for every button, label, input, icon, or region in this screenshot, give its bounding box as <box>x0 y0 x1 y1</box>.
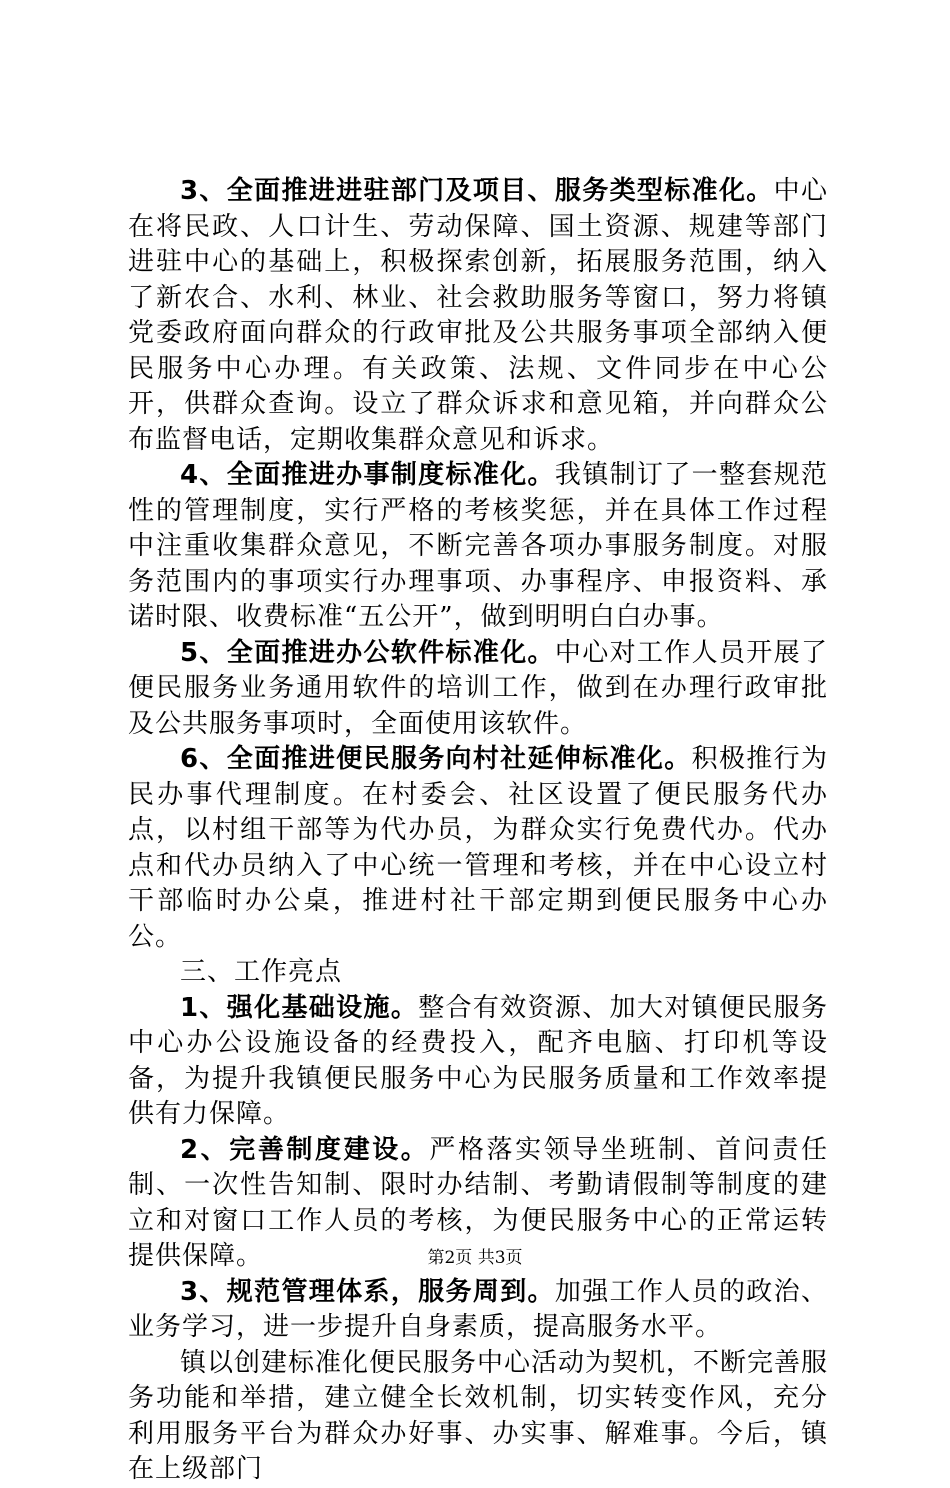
document-body <box>128 174 828 1488</box>
paragraph-text: 镇以创建标准化便民服务中心活动为契机，不断完善服务功能和举措，建立健全长效机制，切实转变作风，充分利用服务平台为群众办好事、办实事、解难事。今后，镇在上级部门 <box>128 1347 829 1484</box>
paragraph-text: 整合有效资源、加大对镇便民服务中心办公设施设备的经费投入，配齐电脑、打印机等设备，为提升我镇便民服务中心为民服务质量和工作效率提供有力保障。 <box>128 992 828 1129</box>
paragraph-text: 三、工作亮点 <box>180 957 343 987</box>
paragraph-heading: 4、全面推进办事制度标准化。 <box>180 460 555 490</box>
paragraph-heading: 3、全面推进进驻部门及项目、服务类型标准化。 <box>180 176 774 206</box>
paragraph-heading: 6、全面推进便民服务向村社延伸标准化。 <box>180 744 692 774</box>
paragraph-4 <box>128 742 828 955</box>
paragraph-text: 积极推行为民办事代理制度。在村委会、社区设置了便民服务代办点，以村组干部等为代办员，为群众实行免费代办。代办点和代办员纳入了中心统一管理和考核，并在中心设立村干部临时办公桌，推进村社干部定期到便民服务中心办公。 <box>128 744 828 952</box>
paragraph-text: 我镇制订了一整套规范性的管理制度，实行严格的考核奖惩，并在具体工作过程中注重收集群众意见，不断完善各项办事服务制度。对服务范围内的事项实行办理事项、办事程序、申报资料、承诺时限、收费标准“五公开”，做到明明白白办事。 <box>128 460 828 632</box>
paragraph-heading: 3、规范管理体系，服务周到。 <box>180 1276 555 1307</box>
paragraph-text: 加强工作人员的政治、业务学习，进一步提升自身素质，提高服务水平。 <box>128 1276 828 1342</box>
section-heading <box>128 955 828 991</box>
paragraph-1 <box>128 174 828 458</box>
paragraph-2 <box>128 458 828 636</box>
paragraph-3 <box>128 636 828 743</box>
paragraph-text: 中心对工作人员开展了便民服务业务通用软件的培训工作，做到在办理行政审批及公共服务事项时，全面使用该软件。 <box>128 637 828 739</box>
paragraph-text: 中心在将民政、人口计生、劳动保障、国土资源、规建等部门进驻中心的基础上，积极探索创新，拓展服务范围，纳入了新农合、水利、林业、社会救助服务等窗口，努力将镇党委政府面向群众的行政审批及公共服务事项全部纳入便民服务中心办理。有关政策、法规、文件同步在中心公开，供群众查询。设立了群众诉求和意见箱，并向群众公布监督电话，定期收集群众意见和诉求。 <box>128 176 828 455</box>
paragraph-text: 严格落实领导坐班制、首问责任制、一次性告知制、限时办结制、考勤请假制等制度的建立和对窗口工作人员的考核，为便民服务中心的正常运转提供保障。 <box>128 1134 828 1271</box>
paragraph-8 <box>128 1346 828 1488</box>
paragraph-heading: 2、完善制度建设。 <box>180 1134 430 1165</box>
paragraph-7 <box>128 1275 828 1346</box>
paragraph-5 <box>128 991 828 1133</box>
paragraph-heading: 5、全面推进办公软件标准化。 <box>180 637 555 668</box>
paragraph-heading: 1、强化基础设施。 <box>180 992 419 1023</box>
page-number-footer: 第2页 共3页 <box>427 1248 523 1268</box>
